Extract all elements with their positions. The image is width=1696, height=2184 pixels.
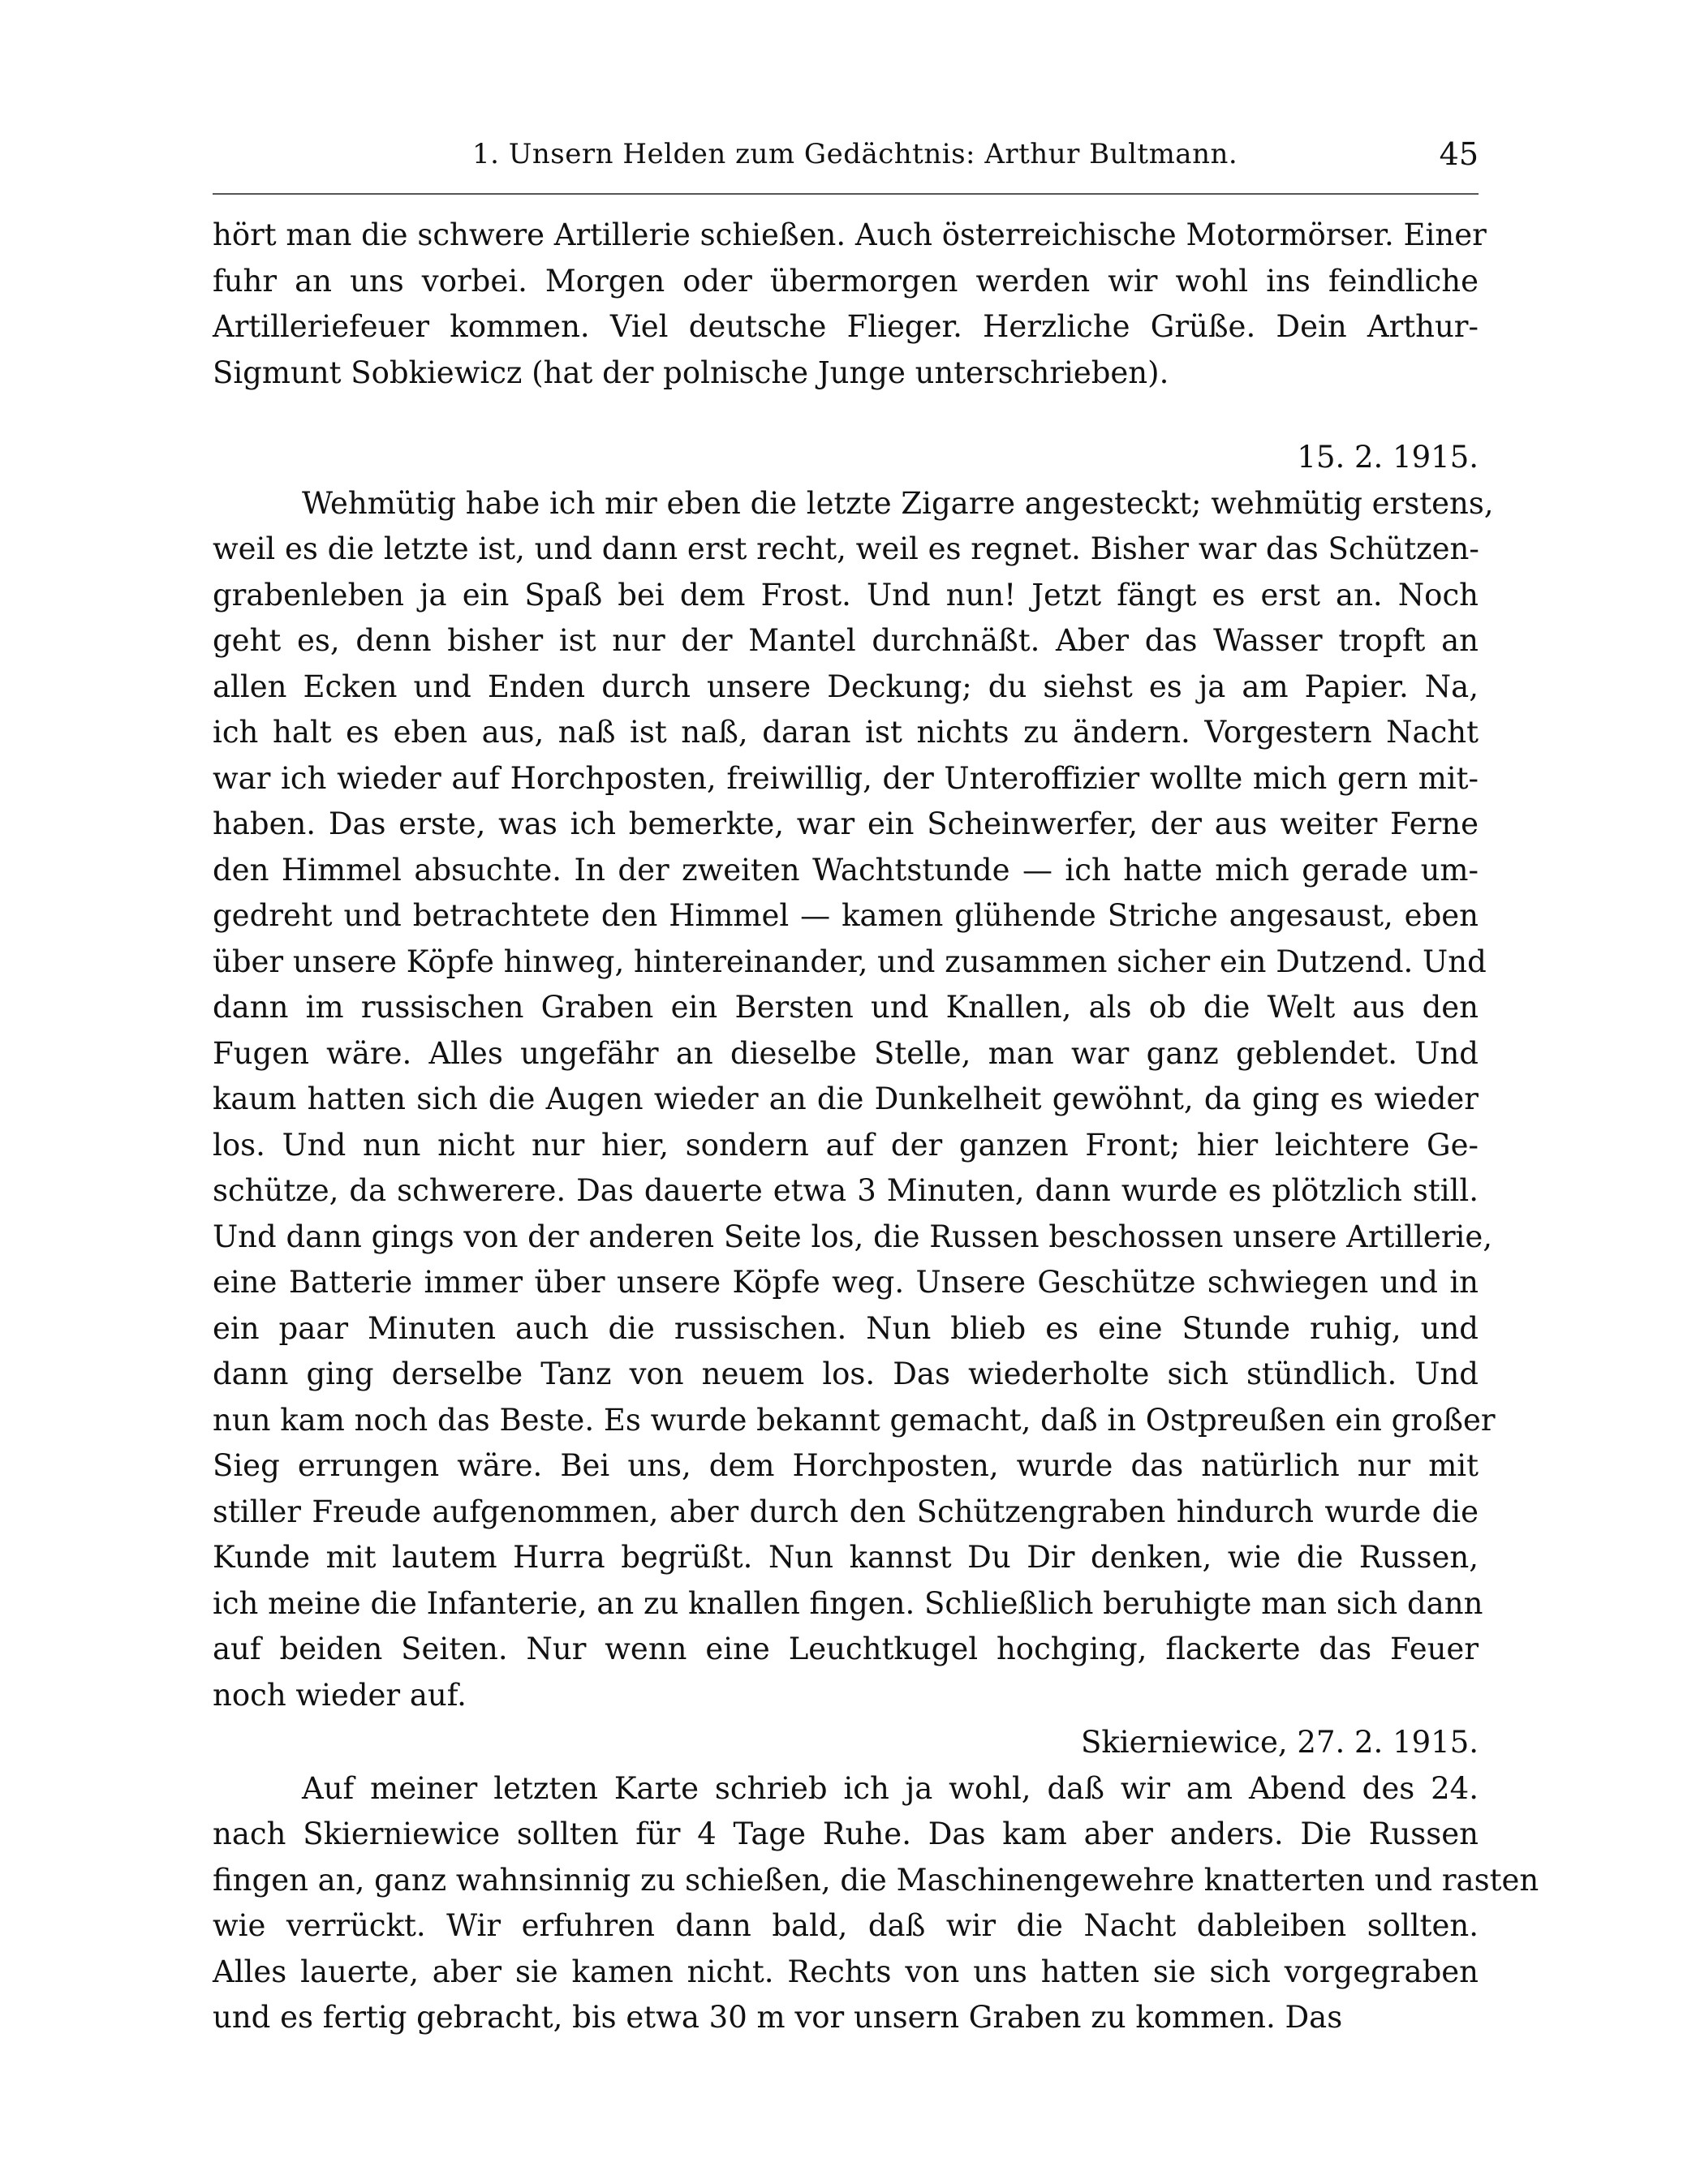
text-line: dann im russischen Graben ein Bersten und Knallen, als ob die Welt aus den [213,990,1479,1025]
text-line: kaum hatten sich die Augen wieder an die Dunkelheit gewöhnt, da ging es wieder [213,1081,1479,1116]
page-number: 45 [1439,136,1479,172]
text-line: geht es, denn bisher ist nur der Mantel durchnäßt. Aber das Wasser tropft an [213,623,1479,658]
text-line: auf beiden Seiten. Nur wenn eine Leuchtkugel hochging, flackerte das Feuer [213,1632,1479,1666]
letter-3-body [213,1766,1539,2041]
header-rule [213,193,1479,195]
page [213,130,1539,2041]
text-line: Fugen wäre. Alles ungefähr an dieselbe Stelle, man war ganz geblendet. Und [213,1035,1479,1071]
text-line: ich meine die Infanterie, an zu knallen fingen. Schließlich beruhigte man sich dann [213,1585,1483,1621]
text-line: Und dann gings von der anderen Seite los, die Russen beschossen unsere Artillerie, [213,1219,1492,1254]
text-line: dann ging derselbe Tanz von neuem los. Das wiederholte sich stündlich. Und [213,1356,1479,1391]
text-line: nach Skierniewice sollten für 4 Tage Ruhe. Das kam aber anders. Die Russen [213,1816,1479,1851]
text-line: war ich wieder auf Horchposten, freiwillig, der Unteroffizier wollte mich gern mit- [213,760,1479,796]
text-line: stiller Freude aufgenommen, aber durch den Schützengraben hindurch wurde die [213,1494,1479,1529]
text-line: noch wieder auf. [213,1677,467,1713]
text-line: ein paar Minuten auch die russischen. Nun blieb es eine Stunde ruhig, und [213,1310,1479,1346]
text-line: grabenleben ja ein Spaß bei dem Frost. Und nun! Jetzt fängt es erst an. Noch [213,577,1479,613]
text-line: Alles lauerte, aber sie kamen nicht. Rechts von uns hatten sie sich vorgegraben [213,1954,1479,1989]
letter-3-dateline: Skierniewice, 27. 2. 1915. [1081,1725,1479,1760]
text-line: Sigmunt Sobkiewicz (hat der polnische Junge unterschrieben). [213,355,1169,390]
text-line: gedreht und betrachtete den Himmel — kamen glühende Striche angesaust, eben [213,898,1479,933]
text-line: nun kam noch das Beste. Es wurde bekannt gemacht, daß in Ostpreußen ein großer [213,1402,1496,1438]
letter-2-dateline: 15. 2. 1915. [1297,440,1479,475]
letter-2-body [213,481,1496,1719]
text-line: weil es die letzte ist, und dann erst recht, weil es regnet. Bisher war das Schützen- [213,531,1479,566]
text-line: fuhr an uns vorbei. Morgen oder übermorgen werden wir wohl ins feindliche [213,263,1479,299]
text-line: Sieg errungen wäre. Bei uns, dem Horchposten, wurde das natürlich nur mit [213,1448,1479,1483]
text-line: schütze, da schwerere. Das dauerte etwa 3 Minuten, dann wurde es plötzlich still. [213,1173,1479,1208]
text-line: wie verrückt. Wir erfuhren dann bald, daß wir die Nacht dableiben sollten. [213,1908,1479,1943]
text-line: ich halt es eben aus, naß ist naß, daran ist nichts zu ändern. Vorgestern Nacht [213,715,1479,750]
text-line: eine Batterie immer über unsere Köpfe weg. Unsere Geschütze schwiegen und in [213,1265,1479,1300]
letter-1-body [213,213,1487,396]
text-line: Artilleriefeuer kommen. Viel deutsche Flieger. Herzliche Grüße. Dein Arthur- [213,309,1479,344]
running-head-title: 1. Unsern Helden zum Gedächtnis: Arthur Bultmann. [472,138,1238,170]
text-line: los. Und nun nicht nur hier, sondern auf der ganzen Front; hier leichtere Ge- [213,1127,1479,1163]
text-line: fingen an, ganz wahnsinnig zu schießen, die Maschinengewehre knatterten und rasten [213,1862,1539,1898]
text-line: und es fertig gebracht, bis etwa 30 m vor unsern Graben zu kommen. Das [213,2000,1343,2035]
text-line: Auf meiner letzten Karte schrieb ich ja wohl, daß wir am Abend des 24. [302,1770,1479,1806]
text-line: den Himmel absuchte. In der zweiten Wachtstunde — ich hatte mich gerade um- [213,852,1479,888]
text-line: allen Ecken und Enden durch unsere Deckung; du siehst es ja am Papier. Na, [213,669,1479,704]
text-line: Wehmütig habe ich mir eben die letzte Zigarre angesteckt; wehmütig erstens, [302,485,1494,521]
text-line: haben. Das erste, was ich bemerkte, war ein Scheinwerfer, der aus weiter Ferne [213,806,1479,841]
text-line: Kunde mit lautem Hurra begrüßt. Nun kannst Du Dir denken, wie die Russen, [213,1540,1479,1575]
running-head [213,130,1479,178]
text-line: über unsere Köpfe hinweg, hintereinander, und zusammen sicher ein Dutzend. Und [213,944,1487,979]
text-line: hört man die schwere Artillerie schießen. Auch österreichische Motormörser. Einer [213,217,1487,252]
